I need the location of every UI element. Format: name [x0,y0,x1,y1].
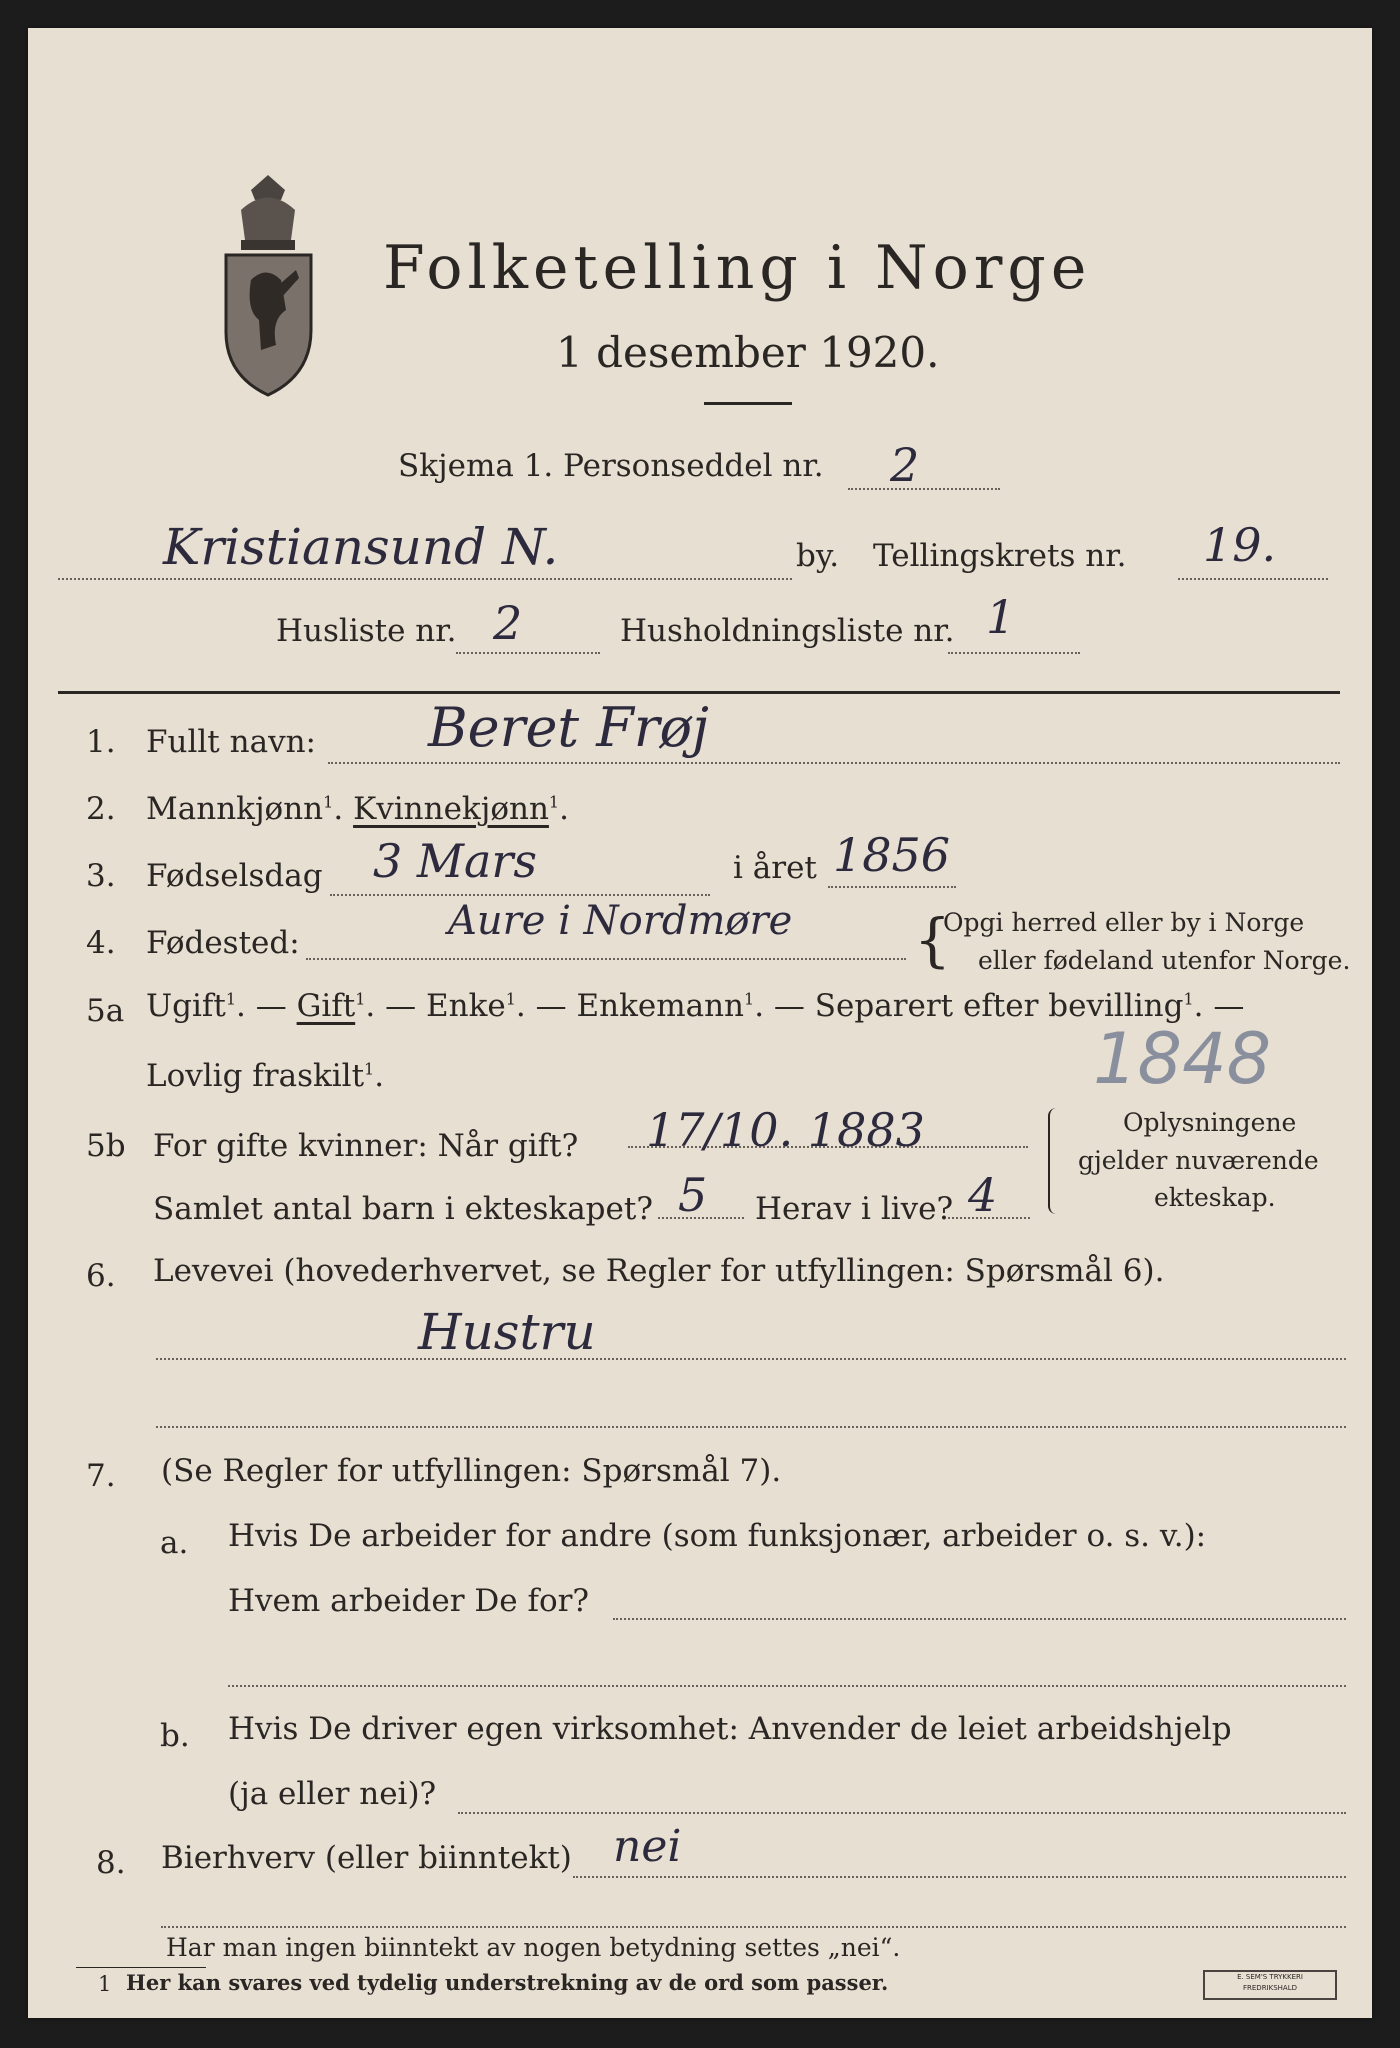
q7b-number: b. [160,1718,190,1754]
tellingskrets-label: Tellingskrets nr. [873,538,1127,574]
tellingskrets-line [1178,578,1328,580]
by-label: by. [796,538,840,574]
q5b-live-label: Herav i live? [755,1191,954,1227]
skjema-label: Skjema 1. Personseddel nr. [398,448,824,484]
q8-line1 [573,1876,1346,1878]
printer-stamp: E. SEM'S TRYKKERI FREDRIKSHALD [1203,1970,1337,2000]
q7-number: 7. [86,1458,116,1494]
q1-label: Fullt navn: [146,724,316,760]
q7a-line1 [613,1618,1346,1620]
q2-female: Kvinnekjønn [353,791,549,827]
husholdning-label: Husholdningsliste nr. [620,613,955,649]
footer-note: Har man ingen biinntekt av nogen betydning settes „nei“. [166,1933,901,1962]
q6-line2 [156,1426,1346,1428]
q7b-line [458,1812,1346,1814]
tellingskrets-nr: 19. [1203,518,1277,572]
q1-line [328,762,1340,764]
q2-options: Mannkjønn$^1$. Kvinnekjønn$^1$. [146,791,569,827]
q4-line [306,958,906,960]
q7b-text: Hvis De driver egen virksomhet: Anvender de leiet arbeidshjelp [228,1711,1232,1747]
q1-number: 1. [86,724,116,760]
q1-answer: Beret Frøj [428,696,709,759]
husholdning-nr: 1 [986,590,1016,644]
q5a-number: 5a [86,993,125,1029]
personseddel-nr: 2 [890,438,920,492]
header-rule [58,691,1340,694]
q7a-question: Hvem arbeider De for? [228,1583,590,1619]
q3-label: Fødselsdag [146,858,323,894]
q2-male: Mannkjønn [146,791,324,827]
title-divider [704,402,792,405]
q3-year-label: i året [733,850,817,886]
husliste-line [456,652,600,654]
q3-year-line [828,886,956,888]
q4-note-line2: eller fødeland utenfor Norge. [978,946,1351,975]
census-date: 1 desember 1920. [556,328,940,377]
q4-note-line1: Opgi herred eller by i Norge [943,908,1305,937]
q7a-text: Hvis De arbeider for andre (som funksjonær, arbeider o. s. v.): [228,1518,1207,1554]
q3-number: 3. [86,858,116,894]
q5b-note-line3: ekteskap. [1154,1183,1276,1212]
q5b-barn-label: Samlet antal barn i ekteskapet? [153,1191,653,1227]
q5b-label: For gifte kvinner: Når gift? [153,1128,579,1164]
q5b-note-line2: gjelder nuværende [1078,1146,1319,1175]
q5a-gift: Gift [296,988,356,1024]
q8-answer: nei [613,1821,682,1872]
q5b-note-line1: Oplysningene [1123,1108,1297,1137]
q8-label: Bierhverv (eller biinntekt) [161,1840,572,1876]
q6-line1 [156,1358,1346,1360]
q3-day-line [330,894,710,896]
q3-year: 1856 [833,828,951,882]
husliste-nr: 2 [493,596,523,650]
q5a-pencil-note: 1848 [1093,1018,1272,1100]
q8-number: 8. [96,1845,126,1881]
q4-number: 4. [86,925,116,961]
personseddel-line [848,488,1000,490]
q4-answer: Aure i Nordmøre [448,898,793,944]
q7a-line2 [228,1685,1346,1687]
q7b-question: (ja eller nei)? [228,1776,437,1812]
q3-day: 3 Mars [373,834,538,888]
q7a-number: a. [160,1525,189,1561]
q6-label: Levevei (hovederhvervet, se Regler for utfyllingen: Spørsmål 6). [153,1253,1165,1289]
q4-brace: { [914,906,951,974]
q5b-number: 5b [86,1128,126,1164]
q5b-bracket [1048,1108,1060,1214]
q8-line2 [161,1926,1346,1928]
footnote-text: Her kan svares ved tydelig understrekning av de ord som passer. [126,1970,889,1995]
q5b-barn: 5 [678,1168,708,1222]
q4-label: Fødested: [146,925,300,961]
norway-coat-of-arms-icon [211,170,326,400]
q6-answer: Hustru [418,1303,596,1361]
q5b-married: 17/10. 1883 [646,1103,925,1157]
q5b-live: 4 [968,1168,998,1222]
q6-number: 6. [86,1258,116,1294]
form-title: Folketelling i Norge [383,233,1092,303]
city-name: Kristiansund N. [163,518,559,576]
q7-label: (Se Regler for utfyllingen: Spørsmål 7). [161,1453,782,1489]
q2-number: 2. [86,791,116,827]
q5a-options: Ugift$^1$. — Gift$^1$. — Enke$^1$. — Enkemann$^1$. — Separert efter bevilling$^1$. — [146,988,1245,1024]
q5a-fraskilt: Lovlig fraskilt$^1$. [146,1058,385,1094]
husliste-label: Husliste nr. [276,613,457,649]
city-line [58,578,792,580]
census-form-page [28,28,1372,2018]
footnote-rule [76,1967,206,1968]
footnote-number: 1 [98,1972,112,1996]
husholdning-line [948,652,1080,654]
